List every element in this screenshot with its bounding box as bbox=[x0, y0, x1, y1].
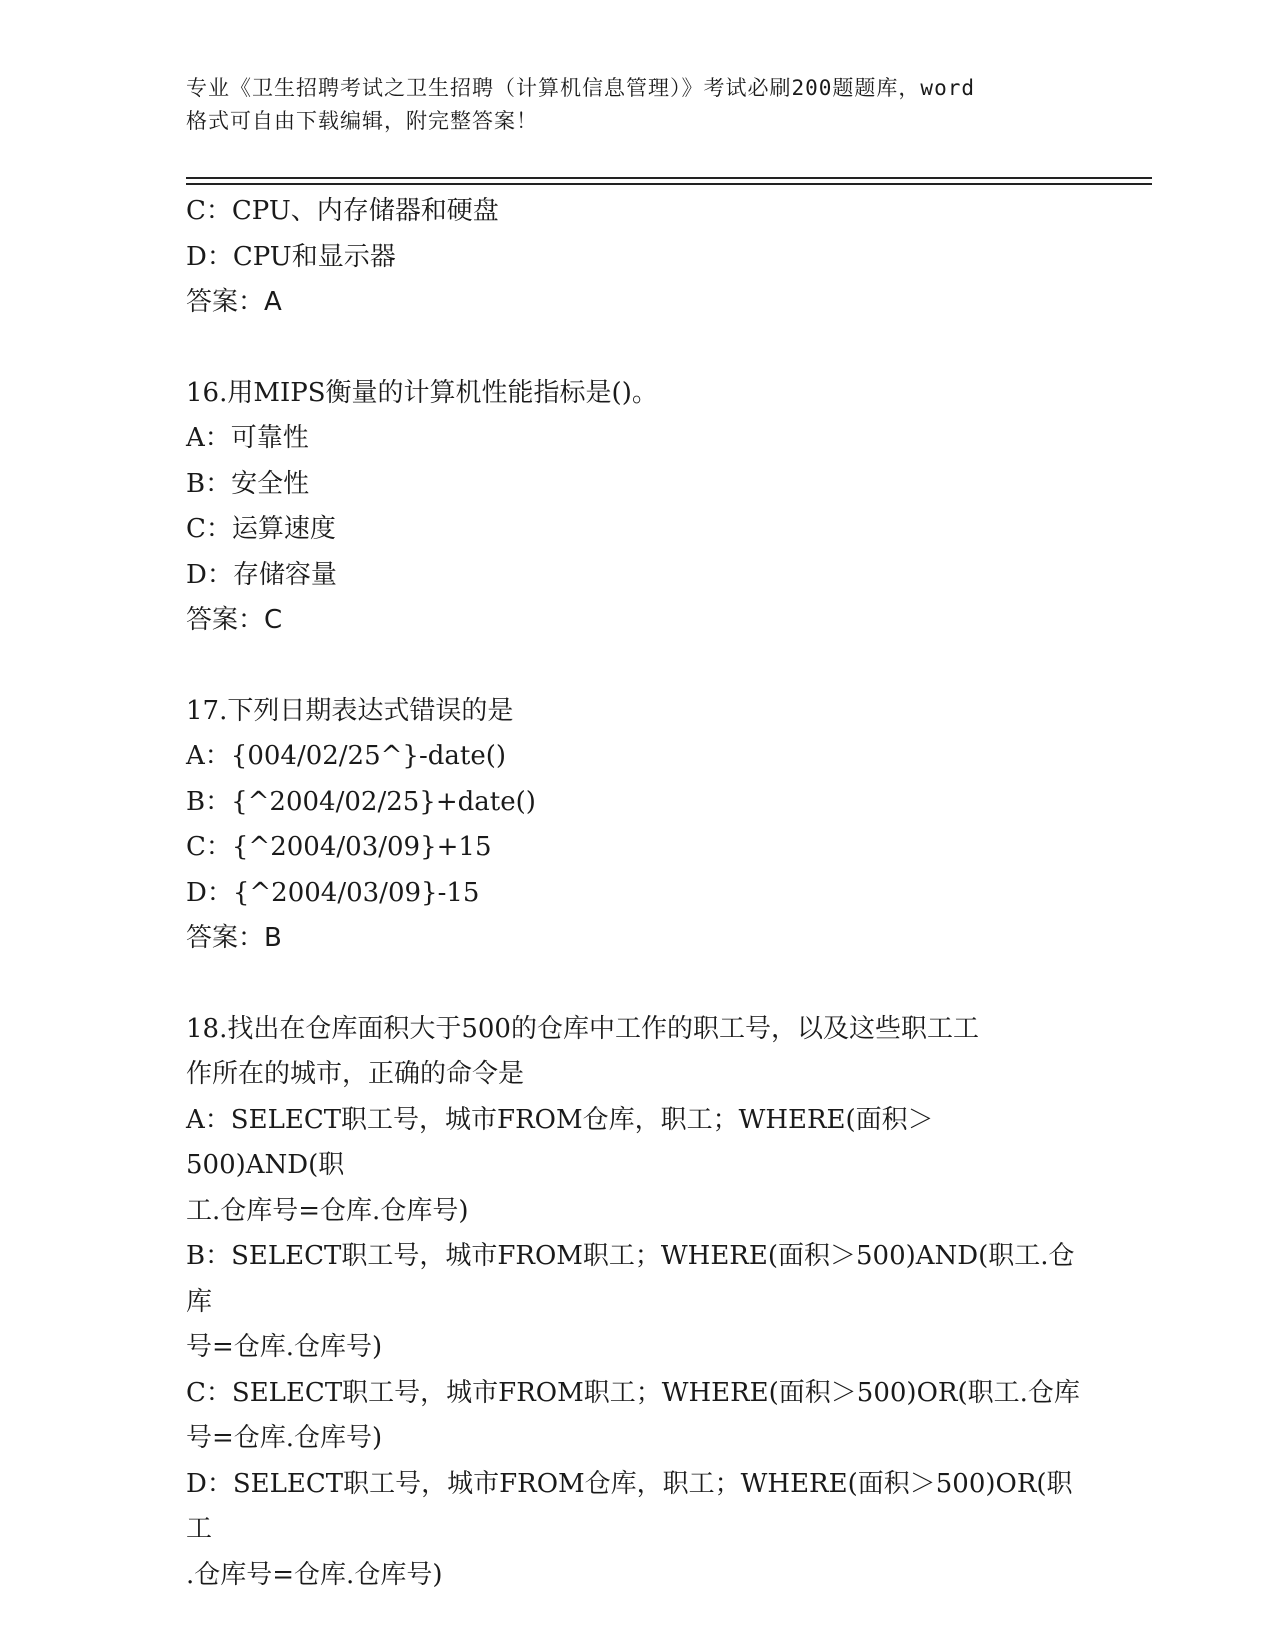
question-17 bbox=[186, 689, 1086, 962]
answer-line: 答案：C bbox=[186, 605, 283, 635]
header-divider-bottom bbox=[186, 183, 1152, 185]
option-d: D：存储容量 bbox=[186, 559, 337, 590]
question-15-tail bbox=[186, 189, 1086, 326]
document-body bbox=[186, 189, 1086, 1598]
option-c: C：运算速度 bbox=[186, 514, 336, 544]
question-stem-line-2: 作所在的城市，正确的命令是 bbox=[186, 1059, 525, 1089]
option-a-line-2: 工.仓库号=仓库.仓库号) bbox=[186, 1195, 469, 1226]
option-d: D：{^2004/03/09}-15 bbox=[186, 877, 480, 908]
option-b-line-1: B：SELECT职工号，城市FROM职工；WHERE(面积＞500)AND(职工.仓库 bbox=[186, 1241, 1075, 1317]
question-16 bbox=[186, 371, 1086, 644]
option-c: C：{^2004/03/09}+15 bbox=[186, 832, 492, 862]
option-b: B：{^2004/02/25}+date() bbox=[186, 786, 536, 817]
option-c: C：CPU、内存储器和硬盘 bbox=[186, 196, 499, 226]
option-d-line-1: D：SELECT职工号，城市FROM仓库，职工；WHERE(面积＞500)OR(职工 bbox=[186, 1468, 1073, 1544]
question-stem: 16.用MIPS衡量的计算机性能指标是()。 bbox=[186, 377, 658, 408]
option-a: A：{004/02/25^}-date() bbox=[186, 741, 507, 771]
answer-line: 答案：A bbox=[186, 287, 282, 317]
question-stem: 17.下列日期表达式错误的是 bbox=[186, 695, 514, 726]
option-d: D：CPU和显示器 bbox=[186, 241, 396, 272]
question-stem-line-1: 18.找出在仓库面积大于500的仓库中工作的职工号，以及这些职工工 bbox=[186, 1013, 979, 1044]
question-18 bbox=[186, 1007, 1086, 1599]
header-title-line-2: 格式可自由下载编辑，附完整答案！ bbox=[186, 109, 538, 133]
option-b: B：安全性 bbox=[186, 468, 310, 499]
option-a: A：可靠性 bbox=[186, 423, 309, 453]
option-a-line-1: A：SELECT职工号，城市FROM仓库，职工；WHERE(面积＞500)AND(职 bbox=[186, 1104, 934, 1180]
header-divider-top bbox=[186, 177, 1152, 179]
option-b-line-2: 号=仓库.仓库号) bbox=[186, 1332, 383, 1362]
option-d-line-2: .仓库号=仓库.仓库号) bbox=[186, 1559, 443, 1590]
option-c-line-1: C：SELECT职工号，城市FROM职工；WHERE(面积＞500)OR(职工.仓库 bbox=[186, 1377, 1080, 1408]
header-title-line-1: 专业《卫生招聘考试之卫生招聘（计算机信息管理）》考试必刷200题题库，word bbox=[186, 76, 975, 100]
answer-line: 答案：B bbox=[186, 923, 282, 953]
option-c-line-2: 号=仓库.仓库号) bbox=[186, 1423, 383, 1453]
document-header bbox=[186, 72, 1086, 138]
